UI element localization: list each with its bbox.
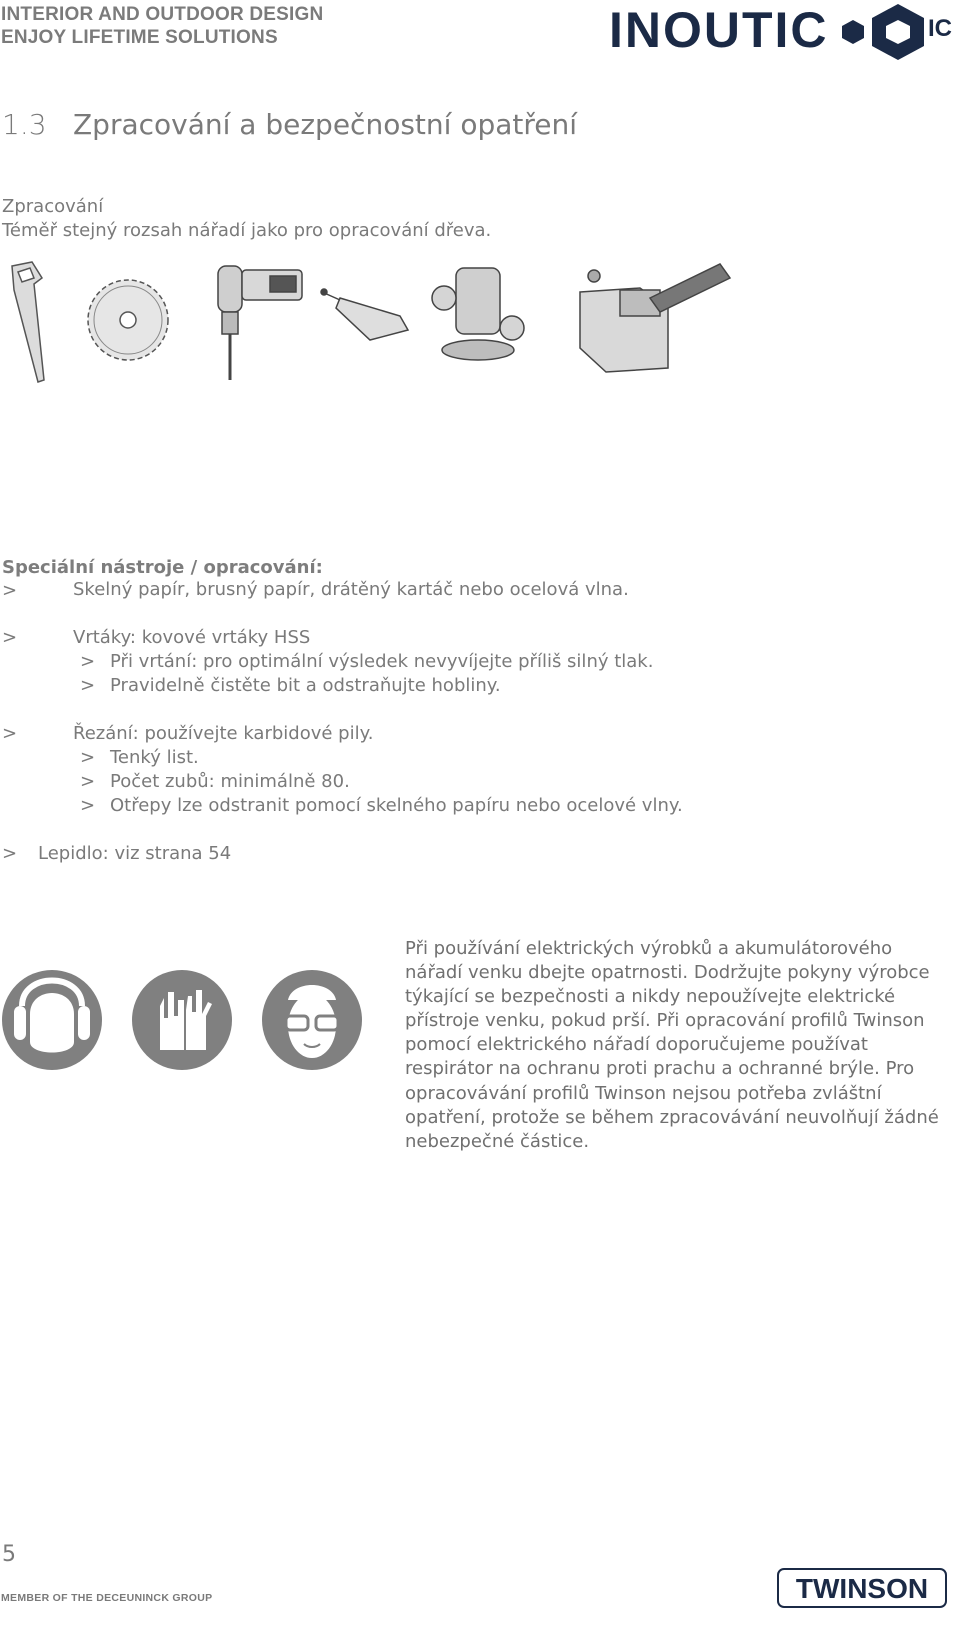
member-of-group: MEMBER OF THE DECEUNINCK GROUP bbox=[1, 1592, 213, 1604]
special-item-3-sub-2: Počet zubů: minimálně 80. bbox=[110, 771, 350, 792]
processing-text: Téměř stejný rozsah nářadí jako pro opracování dřeva. bbox=[2, 220, 492, 241]
header-tagline-1: INTERIOR AND OUTDOOR DESIGN bbox=[1, 4, 324, 25]
clamp-icon bbox=[580, 264, 730, 372]
bullet-marker: > bbox=[2, 843, 18, 864]
section-number: 1.3 bbox=[2, 108, 47, 141]
special-item-4: Lepidlo: viz strana 54 bbox=[38, 843, 232, 864]
inoutic-logo-text: INOUTIC bbox=[609, 2, 829, 58]
special-item-3-sub-1: Tenký list. bbox=[110, 747, 199, 768]
section-title: Zpracování a bezpečnostní opatření bbox=[73, 108, 578, 141]
logo-ic-text: IC bbox=[928, 15, 952, 42]
special-tools-heading: Speciální nástroje / opracování: bbox=[2, 557, 323, 578]
tools-illustration bbox=[0, 260, 760, 400]
sub-bullet-marker: > bbox=[80, 747, 96, 768]
special-item-3: Řezání: používejte karbidové pily. bbox=[73, 723, 374, 744]
gloves-icon bbox=[132, 970, 232, 1070]
safety-glasses-icon bbox=[262, 970, 362, 1070]
circular-saw-blade-icon bbox=[88, 280, 168, 360]
router-icon bbox=[432, 268, 524, 360]
bullet-marker: > bbox=[2, 627, 18, 648]
glue-tube-icon bbox=[321, 289, 408, 340]
header-tagline-2: ENJOY LIFETIME SOLUTIONS bbox=[1, 27, 278, 48]
ear-protection-icon bbox=[2, 970, 102, 1070]
safety-icons bbox=[0, 965, 370, 1075]
sub-bullet-marker: > bbox=[80, 795, 96, 816]
special-item-1: Skelný papír, brusný papír, drátěný kartáč nebo ocelová vlna. bbox=[73, 579, 629, 600]
special-item-2-sub-1: Při vrtání: pro optimální výsledek nevyvíjejte příliš silný tlak. bbox=[110, 651, 654, 672]
bullet-marker: > bbox=[2, 580, 18, 601]
twinson-logo-text: TWINSON bbox=[795, 1573, 929, 1604]
special-item-3-sub-3: Otřepy lze odstranit pomocí skelného papíru nebo ocelové vlny. bbox=[110, 795, 683, 816]
sub-bullet-marker: > bbox=[80, 651, 96, 672]
twinson-logo bbox=[777, 1568, 947, 1608]
logo-large-hexagon-icon bbox=[870, 2, 926, 62]
hand-saw-icon bbox=[12, 262, 44, 382]
special-item-2: Vrtáky: kovové vrtáky HSS bbox=[73, 627, 311, 648]
page-number: 5 bbox=[2, 1542, 16, 1567]
cordless-drill-icon bbox=[218, 266, 302, 380]
sub-bullet-marker: > bbox=[80, 675, 96, 696]
sub-bullet-marker: > bbox=[80, 771, 96, 792]
logo-small-hexagon-icon bbox=[840, 18, 866, 46]
processing-heading: Zpracování bbox=[2, 196, 104, 217]
bullet-marker: > bbox=[2, 723, 18, 744]
safety-paragraph: Při používání elektrických výrobků a akumulátorového nářadí venku dbejte opatrnosti. Dodržujte pokyny výrobce týkající se bezpečnosti a nikdy nepoužívejte elektrické přístroje venku, pokud prší. Při opracování profilů Twinson pomocí elektrického nářadí doporučujeme používat respirátor na ochranu proti prachu a ochranné brýle. Pro opracovávání profilů Twinson nejsou potřeba zvláštní opatření, protože se během zpracovávání neuvolňují žádné nebezpečné částice. bbox=[405, 938, 939, 1152]
special-item-2-sub-2: Pravidelně čistěte bit a odstraňujte hobliny. bbox=[110, 675, 501, 696]
